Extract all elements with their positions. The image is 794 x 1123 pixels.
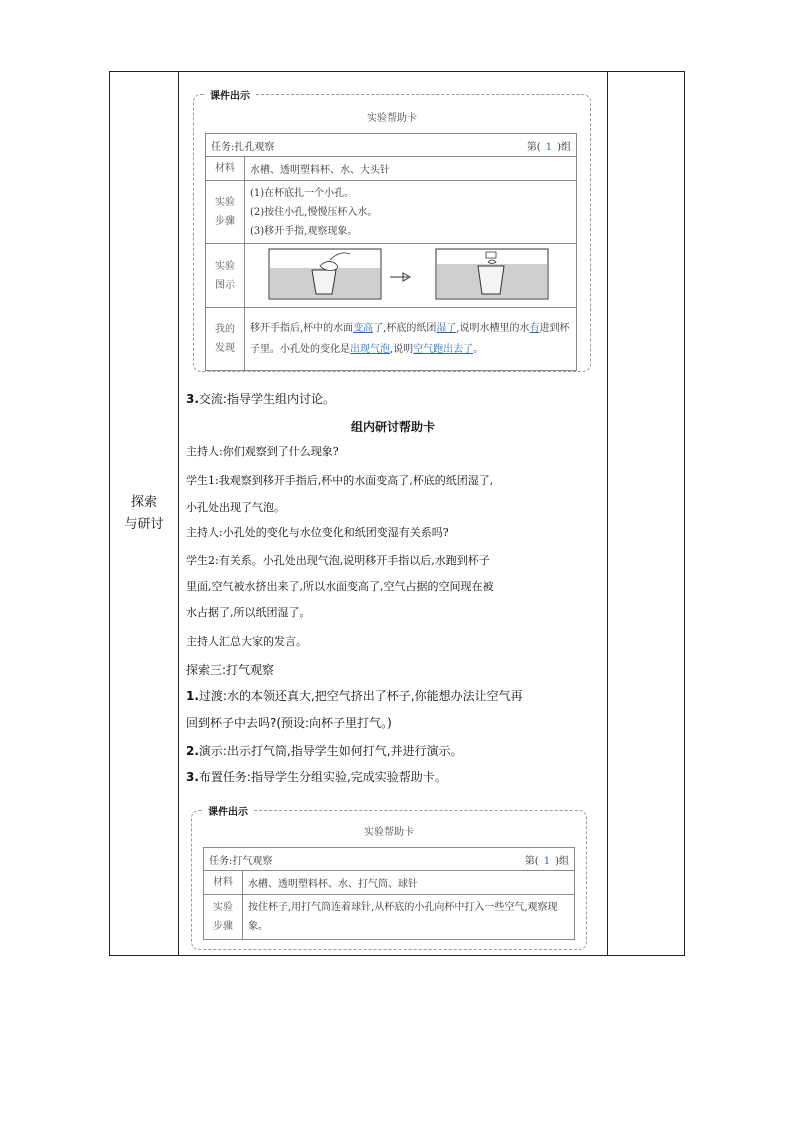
section3-line: 3.交流:指导学生组内讨论。 [186, 392, 335, 406]
group-number: 第( 1 )组 [526, 141, 571, 153]
discussion-line: 小孔处出现了气泡。 [186, 501, 285, 514]
task-row [206, 134, 577, 157]
task-label: 任务:打气观察 [209, 855, 273, 867]
materials-label: 材料 [206, 157, 245, 181]
experiment-card-1 [193, 91, 591, 372]
card-title: 实验帮助卡 [364, 827, 414, 838]
step-item: (3)移开手指,观察现象。 [250, 225, 358, 237]
discussion-line: 学生2:有关系。小孔处出现气泡,说明移开手指以后,水跑到杯子 [186, 554, 490, 567]
discussion-line: 里面,空气被水挤出来了,所以水面变高了,空气占据的空间现在被 [186, 580, 494, 593]
cup-diagram [250, 246, 570, 302]
column-divider [607, 72, 608, 955]
steps-label: 实验步骤 [204, 895, 243, 940]
materials-label: 材料 [204, 871, 243, 895]
task-label: 任务:扎孔观察 [211, 141, 275, 153]
steps-value: 按住杯子,用打气筒连着球针,从杯底的小孔向杯中打入一些空气,观察现象。 [243, 895, 575, 940]
discussion-title: 组内研讨帮助卡 [350, 420, 435, 434]
section-label [110, 72, 178, 955]
explore-heading: 探索三:打气观察 [186, 663, 275, 677]
materials-value: 水槽、透明塑料杯、水、大头针 [245, 157, 577, 181]
diagram-label: 实验图示 [206, 244, 245, 308]
item-line: 1.过渡:水的本领还真大,把空气挤出了杯子,你能想办法让空气再 [186, 689, 523, 703]
lesson-table [109, 71, 685, 956]
item-line: 2.演示:出示打气筒,指导学生如何打气,并进行演示。 [186, 744, 463, 758]
main-content [179, 72, 607, 955]
discussion-line: 主持人汇总大家的发言。 [186, 635, 307, 648]
task-row [204, 848, 575, 871]
materials-value: 水槽、透明塑料杯、水、打气筒、球针 [243, 871, 575, 895]
card-tag: 课件出示 [204, 803, 252, 818]
step-item: (2)按住小孔,慢慢压杯入水。 [250, 206, 378, 218]
finding-text: 移开手指后,杯中的水面变高了,杯底的纸团湿了,说明水槽里的水有进到杯子里。小孔处的变化是出现气泡,说明空气跑出去了。 [245, 308, 577, 371]
help-table [205, 133, 577, 371]
help-table [203, 847, 575, 940]
step-item: (1)在杯底扎一个小孔。 [250, 187, 355, 199]
experiment-diagram [245, 244, 577, 308]
item-line: 回到杯子中去吗?(预设:向杯子里打气。) [186, 716, 392, 730]
group-number: 第( 1 )组 [524, 855, 569, 867]
experiment-card-2 [191, 807, 587, 950]
card-tag: 课件出示 [206, 87, 254, 102]
section-label-line2: 与研讨 [124, 516, 164, 532]
steps-label: 实验步骤 [206, 181, 245, 244]
card-title: 实验帮助卡 [367, 113, 417, 124]
discussion-line: 主持人:你们观察到了什么现象? [186, 445, 339, 458]
finding-label: 我的发现 [206, 308, 245, 371]
section-label-line1: 探索 [130, 494, 157, 510]
steps-list [245, 181, 577, 244]
discussion-line: 学生1:我观察到移开手指后,杯中的水面变高了,杯底的纸团湿了, [186, 474, 494, 487]
discussion-line: 主持人:小孔处的变化与水位变化和纸团变湿有关系吗? [186, 526, 449, 539]
discussion-line: 水占据了,所以纸团湿了。 [186, 606, 311, 619]
item-line: 3.布置任务:指导学生分组实验,完成实验帮助卡。 [186, 770, 447, 784]
